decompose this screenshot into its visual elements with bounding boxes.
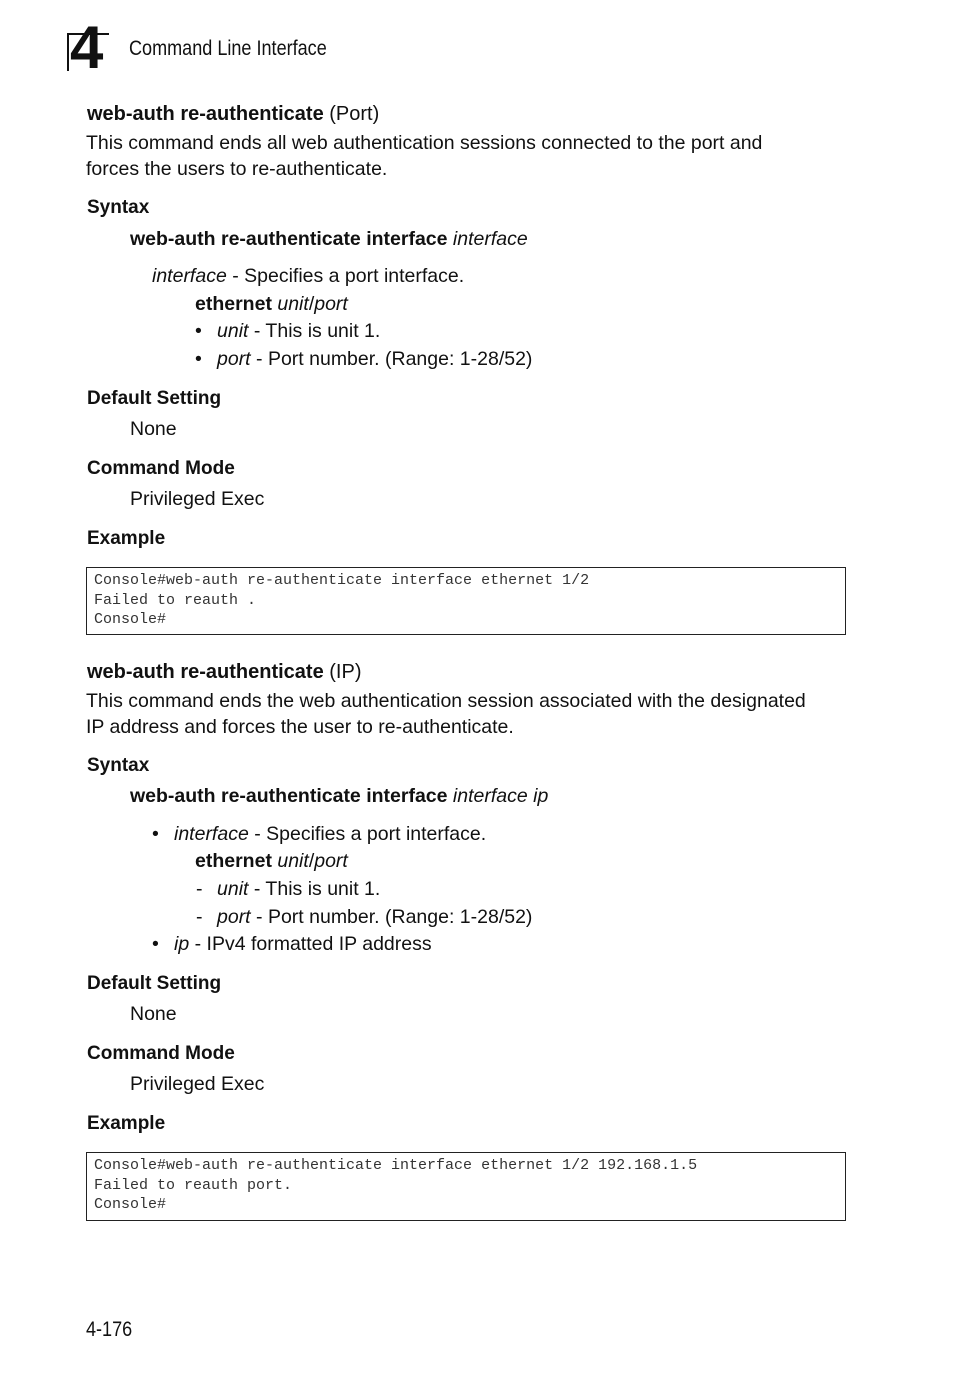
section-port-example-heading: Example — [87, 528, 166, 549]
section-port-bullet-unit-text — [217, 320, 380, 343]
sub-item-desc: - Port number. (Range: 1-28/52) — [256, 906, 533, 928]
bullet-name: unit — [217, 320, 249, 342]
ethernet-port: port — [314, 850, 348, 872]
section-port-example-code — [86, 567, 846, 635]
param-name: ip — [174, 933, 190, 955]
section-ip-syntax-heading: Syntax — [87, 755, 150, 776]
section-ip-bullet-interface-marker: • — [152, 823, 159, 845]
section-port-syntax-heading: Syntax — [87, 197, 150, 218]
section-port-syntax-param: interface — [452, 228, 528, 250]
bullet-name: port — [217, 348, 251, 370]
section-ip-sub-port-marker: - — [196, 906, 203, 928]
section-ip-syntax-command: web-auth re-authenticate interface — [130, 785, 448, 807]
code-line: Console#web-auth re-authenticate interface ethernet 1/2 — [94, 572, 590, 589]
section-port-description-line2: forces the users to re-authenticate. — [86, 158, 388, 180]
section-ip-sub-unit — [217, 878, 380, 901]
section-ip-title-suffix: (IP) — [329, 661, 362, 683]
code-line: Failed to reauth port. — [94, 1176, 293, 1194]
bullet-marker: • — [195, 320, 202, 342]
ethernet-slash: / — [308, 293, 315, 315]
ethernet-keyword: ethernet — [195, 850, 272, 872]
section-ip-description-line2: IP address and forces the user to re-authenticate. — [86, 716, 514, 738]
section-ip-title — [87, 661, 361, 684]
section-port-mode-value: Privileged Exec — [130, 488, 265, 510]
section-port-ethernet-format — [195, 293, 348, 316]
section-ip-default-heading: Default Setting — [87, 973, 222, 994]
section-port-title-command: web-auth re-authenticate — [87, 103, 324, 125]
ethernet-slash: / — [308, 850, 315, 872]
ethernet-unit: unit — [277, 850, 309, 872]
param-desc: - Specifies a port interface. — [254, 823, 487, 845]
section-ip-ethernet-format — [195, 850, 348, 873]
section-ip-description-line1: This command ends the web authentication session associated with the designated — [86, 690, 806, 712]
bullet-desc: - This is unit 1. — [253, 320, 381, 342]
section-ip-syntax-param: interface ip — [452, 785, 549, 807]
param-name: interface — [152, 265, 227, 287]
section-port-param-interface — [152, 265, 464, 288]
code-line: Failed to reauth . — [94, 591, 257, 609]
code-line: Console# — [94, 1196, 167, 1213]
ethernet-unit: unit — [277, 293, 309, 315]
section-ip-param-interface — [174, 823, 486, 846]
section-port-bullet-port-text — [217, 348, 532, 371]
section-port-mode-heading: Command Mode — [87, 458, 235, 479]
section-port-bullet-unit — [195, 320, 202, 343]
sub-item-desc: - This is unit 1. — [253, 878, 381, 900]
section-port-default-heading: Default Setting — [87, 388, 222, 409]
section-port-default-value: None — [130, 418, 177, 440]
param-desc: - IPv4 formatted IP address — [194, 933, 432, 955]
param-name: interface — [174, 823, 249, 845]
ethernet-port: port — [314, 293, 348, 315]
section-port-description-line1: This command ends all web authentication sessions connected to the port and — [86, 132, 763, 154]
section-ip-example-code — [86, 1152, 846, 1221]
sub-item-name: unit — [217, 878, 249, 900]
section-ip-sub-port — [217, 906, 532, 929]
section-ip-default-value: None — [130, 1003, 177, 1025]
code-line: Console#web-auth re-authenticate interface ethernet 1/2 192.168.1.5 — [94, 1157, 698, 1174]
bullet-desc: - Port number. (Range: 1-28/52) — [256, 348, 533, 370]
section-port-title-suffix: (Port) — [329, 103, 380, 125]
section-port-syntax-command: web-auth re-authenticate interface — [130, 228, 448, 250]
bullet-marker: • — [195, 348, 202, 370]
section-ip-param-ip — [174, 933, 432, 956]
chapter-number: 4 — [70, 14, 104, 81]
param-desc: - Specifies a port interface. — [232, 265, 465, 287]
ethernet-keyword: ethernet — [195, 293, 272, 315]
section-ip-mode-heading: Command Mode — [87, 1043, 235, 1064]
sub-item-name: port — [217, 906, 251, 928]
section-port-title — [87, 103, 379, 126]
section-ip-title-command: web-auth re-authenticate — [87, 661, 324, 683]
section-ip-bullet-ip-marker: • — [152, 933, 159, 955]
section-ip-sub-unit-marker: - — [196, 878, 203, 900]
code-line: Console# — [94, 611, 167, 628]
page-number: 4-176 — [86, 1318, 133, 1341]
section-port-bullet-port — [195, 348, 202, 371]
section-ip-syntax-line — [130, 785, 548, 808]
chapter-title: Command Line Interface — [129, 37, 327, 60]
section-ip-mode-value: Privileged Exec — [130, 1073, 265, 1095]
section-port-syntax-line — [130, 228, 528, 251]
section-ip-example-heading: Example — [87, 1113, 166, 1134]
